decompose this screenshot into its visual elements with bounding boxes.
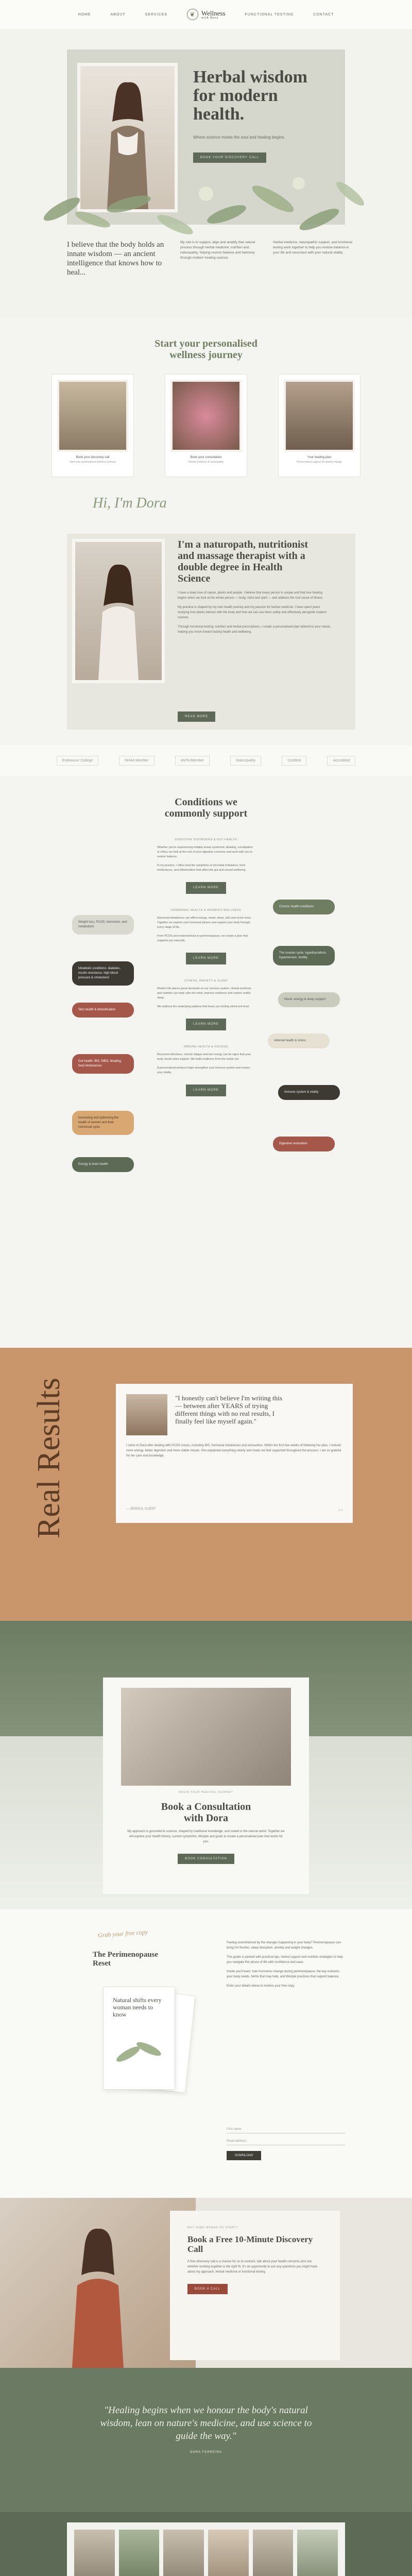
learn-more-button[interactable]: LEARN MORE	[186, 1019, 226, 1030]
journey-card-image	[57, 380, 128, 452]
logo-badge: Certified	[282, 756, 306, 766]
journey-section	[0, 317, 412, 534]
accreditation-logos	[0, 745, 412, 776]
condition-pill: Digestive restoration	[273, 1137, 335, 1151]
journey-title: Start your personalised wellness journey	[154, 338, 258, 361]
journey-card-label: Book your discovery call	[76, 456, 110, 459]
first-name-field[interactable]: First name	[227, 2126, 345, 2133]
consultation-card	[103, 1677, 309, 1894]
condition-pill: Skin health & detoxification	[72, 1003, 134, 1018]
journey-card-sub: Herbal medicine & naturopathy	[188, 461, 224, 464]
guide-form	[227, 2126, 345, 2160]
conditions-section	[0, 776, 412, 1348]
testimonial-text: I came to Dora after dealing with PCOS issues, including IBS, hormonal imbalances and exhaustion. Within the first few weeks of following her plan, I noticed more energy, better digestion and more stable moods. She explained everything clearly and made me feel supported throughout the process. I am so grateful for her care and knowledge.	[126, 1444, 341, 1458]
quote-author: DORA FERREIRA	[190, 2451, 222, 2454]
condition-text: A personalised protocol helps strengthen your immune system and restore your vitality.	[157, 1066, 250, 1074]
nav-home[interactable]: HOME	[78, 12, 91, 16]
consultation-title: Book a Consultation with Dora	[161, 1801, 251, 1824]
about-paragraph: I have a deep love of nature, plants and people. I believe that every person is unique and that true healing begins when we look at the whole person — body, mind and spirit — and address the root cause of illness.	[178, 591, 323, 600]
journey-card-label: Book your consultation	[190, 456, 222, 459]
condition-text: Recurrent infections, chronic fatigue and low energy can be signs that your body needs extra support. We build resilience from the inside out.	[157, 1053, 251, 1061]
learn-more-button[interactable]: LEARN MORE	[186, 882, 226, 894]
nav-about[interactable]: ABOUT	[110, 12, 126, 16]
journey-card[interactable]	[165, 374, 247, 477]
condition-text: In my practice, I often treat the symptoms of microbial imbalance, food intolerances, and inflammation that affect the gut and overall wellbeing.	[157, 864, 246, 872]
hero-section	[0, 29, 412, 317]
condition-text: From PCOS and endometriosis to perimenopause, we create a plan that supports you naturally.	[157, 935, 248, 942]
guide-description	[227, 1940, 345, 1993]
logo-badge: Accredited	[327, 756, 355, 766]
guide-paragraph: This guide is packed with practical tips, herbal support and nutrition strategies to help you navigate this phase of life with confidence and ease.	[227, 1956, 343, 1964]
guide-paragraph: Inside you'll learn: how hormones change during perimenopause, the key nutrients your body needs, herbs that may help, and lifestyle practices that support balance.	[227, 1970, 339, 1978]
condition-pill: Energy & brain health	[72, 1157, 134, 1172]
logo-badge: NHAA Member	[119, 756, 154, 766]
instagram-photo[interactable]	[163, 2530, 204, 2576]
carousel-arrows-icon[interactable]: ‹ ›	[338, 1507, 342, 1512]
instagram-photo[interactable]	[74, 2530, 115, 2576]
hero-column-2: Herbal medicine, naturopathic support, and functional testing work together to help you restore balance in your life and reconnect with your natural vitality.	[273, 241, 352, 255]
learn-more-button[interactable]: LEARN MORE	[186, 953, 226, 964]
hero-title: Herbal wisdom for modern health.	[193, 67, 307, 124]
condition-text: We address the underlying patterns that leave you feeling wired and tired.	[157, 1005, 250, 1008]
discovery-eyebrow: NOT SURE WHERE TO START?	[187, 2226, 238, 2229]
condition-pill: Gut health: IBS, SIBO, bloating, food intolerances	[72, 1054, 134, 1074]
about-paragraph: My practice is shaped by my own health journey and my passion for herbal medicine. I have spent years studying how plants interact with the body and how we can use them safely and effectively alongside modern science.	[178, 606, 327, 619]
hero-quote: I believe that the body holds an innate wisdom — an ancient intelligence that knows how to heal...	[67, 241, 164, 277]
read-more-button[interactable]: READ MORE	[178, 711, 215, 722]
instagram-photo[interactable]	[253, 2530, 294, 2576]
hero-column-1: My role is to support, align and amplify that natural process through herbal medicine, nutrition and naturopathy, helping restore balance and harmony through modern healing science.	[180, 241, 255, 260]
guide-title: The Perimenopause Reset	[93, 1951, 159, 1968]
condition-pill: Metabolic conditions: diabetes, insulin resistance, high blood pressure & cholesterol	[72, 961, 134, 986]
nav-services[interactable]: SERVICES	[145, 12, 167, 16]
email-field[interactable]: Email address	[227, 2138, 345, 2145]
guide-paragraph: Enter your details below to receive your free copy.	[227, 1985, 295, 1988]
hello-script: Hi, I'm Dora	[93, 495, 167, 511]
site-logo[interactable]	[187, 9, 226, 20]
journey-card-label: Your healing plan	[307, 456, 332, 459]
condition-heading: STRESS, ANXIETY & SLEEP	[184, 979, 228, 982]
condition-heading: HORMONAL HEALTH & WOMEN'S WELLNESS	[170, 909, 241, 912]
nav-functional-testing[interactable]: FUNCTIONAL TESTING	[245, 12, 294, 16]
journey-card-image	[284, 380, 355, 452]
about-paragraph: Through functional testing, nutrition and herbal prescriptions, I create a personalised plan tailored to your needs, helping you move toward lasting health and wellbeing.	[178, 625, 331, 634]
journey-card-sub: Personalised support for lasting change	[297, 461, 342, 464]
nav-contact[interactable]: CONTACT	[313, 12, 334, 16]
journey-card-sub: Start your personalised wellness journey	[70, 461, 116, 464]
testimonial-card	[116, 1384, 353, 1523]
instagram-photo[interactable]	[208, 2530, 249, 2576]
condition-pill: The ovarian cycle, hypothyroidism, hypertension, fertility	[273, 946, 335, 965]
condition-text: Hormonal imbalances can affect energy, mood, sleep, skin and much more. Together we explore your hormonal picture and support your body through every stage of life.	[157, 917, 252, 929]
journey-card[interactable]	[52, 374, 134, 477]
condition-text: Modern life places great demands on our nervous system. Herbal medicine and nutrition can help calm the mind, improve resilience and restore restful sleep.	[157, 987, 251, 999]
quote-section	[0, 2368, 412, 2512]
guide-book-cover	[103, 1987, 175, 2090]
discovery-call-button[interactable]: BOOK YOUR DISCOVERY CALL	[193, 152, 266, 163]
conditions-title: Conditions we commonly support	[164, 796, 248, 819]
discovery-title: Book a Free 10-Minute Discovery Call	[187, 2234, 313, 2254]
logo-title: Wellness	[201, 9, 226, 17]
about-portrait	[72, 539, 165, 683]
testimonial-quote: "I honestly can't believe I'm writing this — between after YEARS of trying different things with no real results, I finally feel like myself again."	[175, 1394, 282, 1425]
condition-heading: IMMUNE HEALTH & FATIGUE	[183, 1045, 229, 1048]
instagram-photo[interactable]	[297, 2530, 338, 2576]
results-heading: Real Results	[31, 1378, 66, 1538]
download-button[interactable]: DOWNLOAD	[227, 2151, 261, 2160]
condition-pill: Immune system & vitality	[278, 1085, 340, 1100]
lead-magnet-section	[0, 1909, 412, 2198]
condition-pill: Increasing and optimising the health of women and their menstrual cycle	[72, 1111, 134, 1135]
book-consultation-button[interactable]: BOOK CONSULTATION	[178, 1854, 234, 1864]
book-call-button[interactable]: BOOK A CALL	[187, 2284, 228, 2294]
condition-text: Whether you're experiencing irritable bowel syndrome, bloating, constipation or reflux, we look at the root of your digestive concerns and work with you to restore balance.	[157, 846, 253, 858]
instagram-feed	[67, 2522, 345, 2576]
logo-badge: Naturopathy	[230, 756, 261, 766]
discovery-card	[170, 2211, 340, 2360]
consultation-image	[121, 1688, 291, 1786]
about-title: I'm a naturopath, nutritionist and massage therapist with a double degree in Health Science	[178, 539, 308, 584]
top-nav	[0, 0, 412, 29]
about-text	[178, 590, 332, 639]
foliage-decoration	[41, 163, 371, 245]
book-leaf-icon	[113, 2028, 164, 2070]
free-copy-script: Grab your free copy	[97, 1928, 148, 1939]
instagram-photo[interactable]	[119, 2530, 160, 2576]
condition-pill: Mood, energy & sleep support	[278, 992, 340, 1007]
logo-badge: ANTA Member	[175, 756, 210, 766]
about-section	[0, 534, 412, 745]
learn-more-button[interactable]: LEARN MORE	[186, 1084, 226, 1096]
testimonial-author: — JESSICA, CLIENT	[126, 1507, 156, 1511]
testimonial-photo	[126, 1394, 167, 1435]
consultation-section	[0, 1621, 412, 1909]
condition-heading: DIGESTIVE DISORDERS & GUT HEALTH	[175, 838, 237, 841]
logo-subtitle: with Dora	[201, 16, 219, 20]
consultation-eyebrow: BEGIN YOUR HEALING JOURNEY	[179, 1791, 233, 1794]
journey-card-image	[170, 380, 242, 452]
footer	[0, 2512, 412, 2576]
condition-pill: Adrenal health & stress	[268, 1033, 330, 1048]
leaf-icon: ❦	[187, 9, 198, 20]
discovery-text: A free discovery call is a chance for us to connect, talk about your health concerns and see whether working together is the right fit. It's an opportunity to ask any questions you might have about my approach, herbal medicine or functional testing.	[187, 2260, 318, 2274]
hero-subtitle: Where science meets the soul and healing begins.	[193, 135, 285, 140]
book-cover-title: Natural shifts every woman needs to know	[113, 1996, 162, 2018]
consultation-text: My approach is grounded in science, shaped by traditional knowledge, and rooted in the natural world. Together we will explore your health history, current symptoms, lifestyle and goals to create a personalised plan that works for you.	[127, 1830, 285, 1843]
journey-card[interactable]	[278, 374, 360, 477]
discovery-section	[0, 2198, 412, 2368]
condition-pill: Chronic health conditions	[273, 900, 335, 914]
testimonials-section	[0, 1348, 412, 1621]
logo-badge: Endeavour College	[57, 756, 99, 766]
discovery-photo	[0, 2198, 196, 2368]
guide-paragraph: Feeling overwhelmed by the changes happening in your body? Perimenopause can bring hot flushes, sleep disruption, anxiety and weight changes.	[227, 1941, 341, 1950]
philosophy-quote: "Healing begins when we honour the body's natural wisdom, lean on nature's medicine, and use science to guide the way."	[100, 2405, 312, 2442]
condition-pill: Weight loss, PCOS, hormones, and metabolism	[72, 915, 134, 935]
